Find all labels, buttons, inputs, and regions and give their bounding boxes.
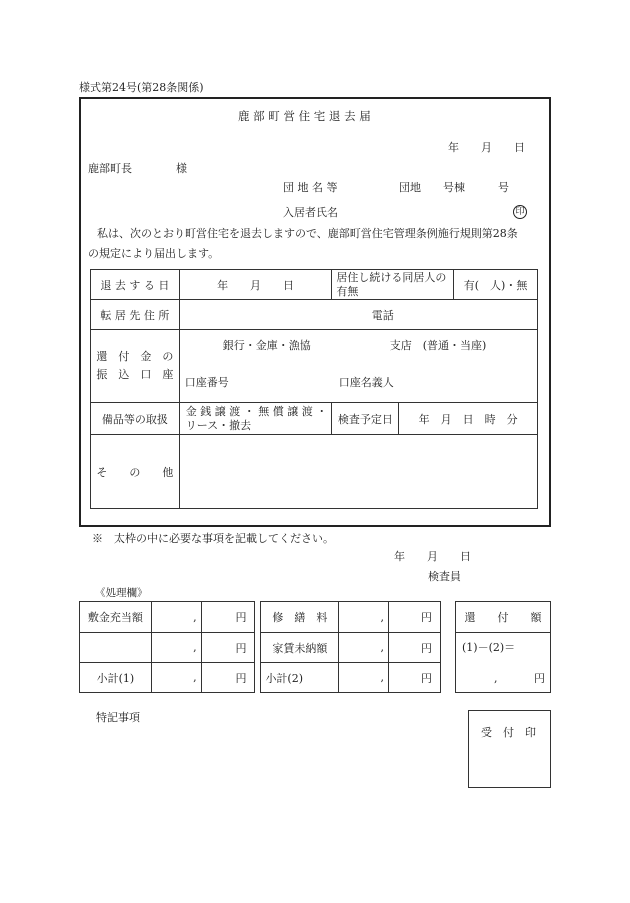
refund-yen: 円 (534, 672, 545, 685)
seal-mark-icon: 印 (513, 205, 527, 219)
resident-name-label: 入居者氏名 (283, 206, 338, 219)
receipt-stamp-label: 受 付 印 (481, 726, 536, 739)
table-row (456, 633, 551, 693)
new-address-label: 転 居 先 住 所 (91, 300, 180, 330)
move-out-table (90, 269, 538, 509)
complex-field[interactable]: 団地 号棟 号 (399, 181, 509, 194)
table-row (91, 270, 538, 300)
form-number: 様式第24号(第28条関係) (79, 81, 204, 94)
cohabitant-label: 居住し続ける同居人の有無 (332, 270, 454, 300)
phone-label[interactable]: 電話 (179, 300, 537, 330)
subtotal-2-label: 小計(2) (261, 663, 339, 693)
deposit-comma[interactable]: , (151, 602, 201, 633)
other-label: そ の 他 (91, 435, 180, 509)
repair-label: 修 繕 料 (261, 602, 339, 633)
account-number-label: 口座番号 (184, 376, 229, 389)
table-row (91, 403, 538, 435)
addressee: 鹿部町長 様 (88, 162, 187, 175)
equipment-options-line-2: リース・撤去 (185, 418, 252, 432)
refund-account-label (91, 330, 180, 403)
inspection-label: 検査予定日 (332, 403, 399, 435)
row2-yen[interactable]: 円 (201, 633, 255, 663)
submission-date[interactable]: 年 月 日 (448, 141, 525, 154)
instruction-note: ※ 太枠の中に必要な事項を記載してください。 (92, 532, 334, 545)
table-row (91, 330, 538, 403)
deposit-yen[interactable]: 円 (201, 602, 255, 633)
table-row (80, 633, 441, 663)
repair-yen[interactable]: 円 (389, 602, 441, 633)
equipment-options-line-1: 金 銭 譲 渡 ・ 無 償 譲 渡 ・ (185, 404, 328, 418)
inspection-date[interactable]: 年 月 日 (394, 550, 471, 563)
subtotal-1-label: 小計(1) (80, 663, 152, 693)
refund-formula: (1)－(2)＝ (462, 641, 516, 654)
refund-label-line-1: 還 付 金 の (96, 350, 174, 363)
refund-comma: , (494, 672, 498, 685)
form-title: 鹿 部 町 営 住 宅 退 去 届 (238, 109, 371, 123)
subtotal-1-yen[interactable]: 円 (201, 663, 255, 693)
inspection-date-field[interactable]: 年 月 日 時 分 (399, 403, 538, 435)
move-out-date-field[interactable]: 年 月 日 (179, 270, 332, 300)
table-row (80, 663, 441, 693)
move-out-date-label: 退 去 す る 日 (91, 270, 180, 300)
equipment-label: 備品等の取扱 (91, 403, 180, 435)
inspector-label: 検査員 (428, 570, 461, 583)
refund-label-line-2: 振 込 口 座 (96, 368, 174, 381)
account-holder-label: 口座名義人 (338, 376, 394, 389)
subtotal-2-yen[interactable]: 円 (389, 663, 441, 693)
remarks-label: 特記事項 (96, 711, 140, 724)
unpaid-rent-label: 家賃未納額 (261, 633, 339, 663)
receipt-stamp-box[interactable] (468, 710, 551, 788)
blank-label-cell (80, 633, 152, 663)
refund-amount-field[interactable] (456, 633, 551, 693)
table-row (456, 602, 551, 633)
cohabitant-field[interactable]: 有( 人)・無 (454, 270, 538, 300)
row2-comma[interactable]: , (151, 633, 201, 663)
repair-comma[interactable]: , (339, 602, 389, 633)
table-row (91, 435, 538, 509)
table-row (80, 602, 441, 633)
subtotal-2-comma[interactable]: , (339, 663, 389, 693)
refund-amount-table (455, 601, 551, 693)
processing-section-label: 《処理欄》 (95, 587, 148, 599)
refund-account-field[interactable] (179, 330, 537, 403)
statement-line-1: 私は、次のとおり町営住宅を退去しますので、鹿部町営住宅管理条例施行規則第28条 (97, 227, 518, 240)
bank-types: 銀行・金庫・漁協 (222, 339, 311, 352)
unpaid-rent-comma[interactable]: , (339, 633, 389, 663)
statement-line-2: の規定により届出します。 (88, 247, 220, 260)
equipment-options[interactable] (179, 403, 332, 435)
subtotal-1-comma[interactable]: , (151, 663, 201, 693)
deposit-label: 敷金充当額 (80, 602, 152, 633)
unpaid-rent-yen[interactable]: 円 (389, 633, 441, 663)
branch-types: 支店 (普通・当座) (389, 339, 487, 352)
complex-label: 団 地 名 等 (283, 181, 338, 194)
table-row (91, 300, 538, 330)
other-field[interactable] (179, 435, 537, 509)
refund-amount-label: 還 付 額 (456, 602, 551, 633)
processing-table (79, 601, 441, 693)
